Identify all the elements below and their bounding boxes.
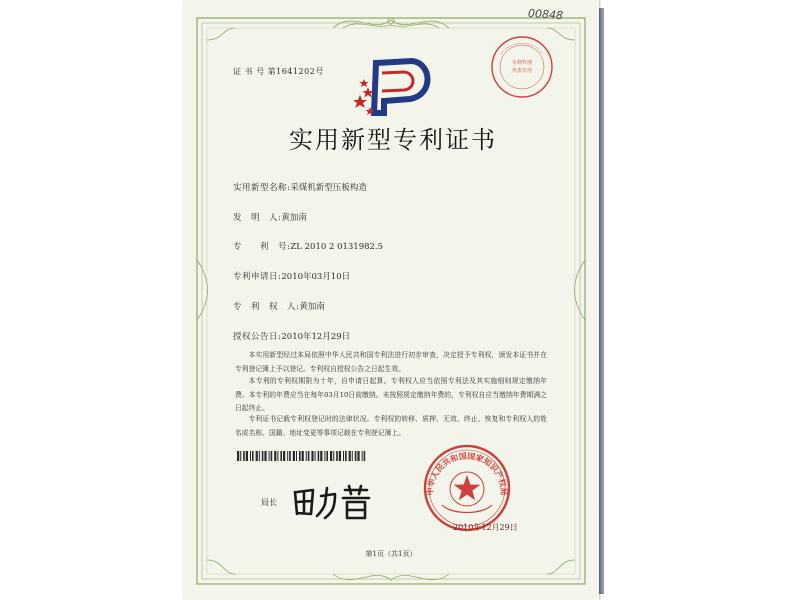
field-label: 授权公告日: [233,332,282,342]
inventor [233,211,307,223]
patent-number [233,240,383,252]
body-paragraph: 专利证书记载专利权登记时的法律状况。专利权的转移、质押、无效、终止、恢复和专利权人的姓名或名称、国籍、地址变更等事项记载在专利登记簿上。 [235,415,547,437]
field-value: 黄加南 [299,302,325,312]
issue-date: 2010年12月29日 [453,523,518,532]
grant-announcement-date [233,330,350,342]
patent-certificate [183,0,599,600]
field-label: 专 利 号: [233,242,291,252]
page-footer: 第1页（共1页） [365,550,417,558]
field-value: 采煤机新型压板构造 [290,183,367,193]
field-label: 专利申请日: [233,272,282,282]
field-value: 2010年03月10日 [281,272,351,282]
svg-text:中华人民共和国国家知识产权局: 中华人民共和国国家知识产权局 [425,451,509,496]
director-label: 局长 [261,498,277,507]
filing-date [233,270,350,282]
agency-stamp [489,34,555,100]
svg-text:专利代理: 专利代理 [511,60,533,66]
certificate-title: 实用新型专利证书 [289,126,497,154]
field-label: 实用新型名称: [233,183,291,193]
utility-model-name [233,181,367,193]
official-seal [422,443,512,533]
body-paragraph: 本专利的专利权期限为十年，自申请日起算。专利权人应当依照专利法及其实施细则规定缴纳年费。本专利的年费应当在每年03月10日前缴纳。未按照规定缴纳年费的，专利权自应当缴纳年费期满之日起终止。 [235,377,547,412]
body-paragraph: 本实用新型经过本局依照中华人民共和国专利法进行初步审查，决定授予专利权，颁发本证书并在专利登记簿上予以登记。专利权自授权公告之日起生效。 [235,351,547,373]
handwritten-number: 00848 [527,6,564,23]
sipo-logo-icon [354,55,434,119]
svg-text:代表专用: 代表专用 [511,68,533,74]
certificate-number: 证 书 号 第1641202号 [233,67,324,76]
field-label: 专 利 权 人: [233,302,300,312]
barcode [237,451,367,461]
field-value: 2010年12月29日 [281,332,351,342]
field-value: ZL 2010 2 0131982.5 [290,242,384,252]
field-value: 黄加南 [281,213,307,223]
patent-holder [233,300,325,312]
field-label: 发 明 人: [233,213,282,223]
director-signature [289,480,379,524]
